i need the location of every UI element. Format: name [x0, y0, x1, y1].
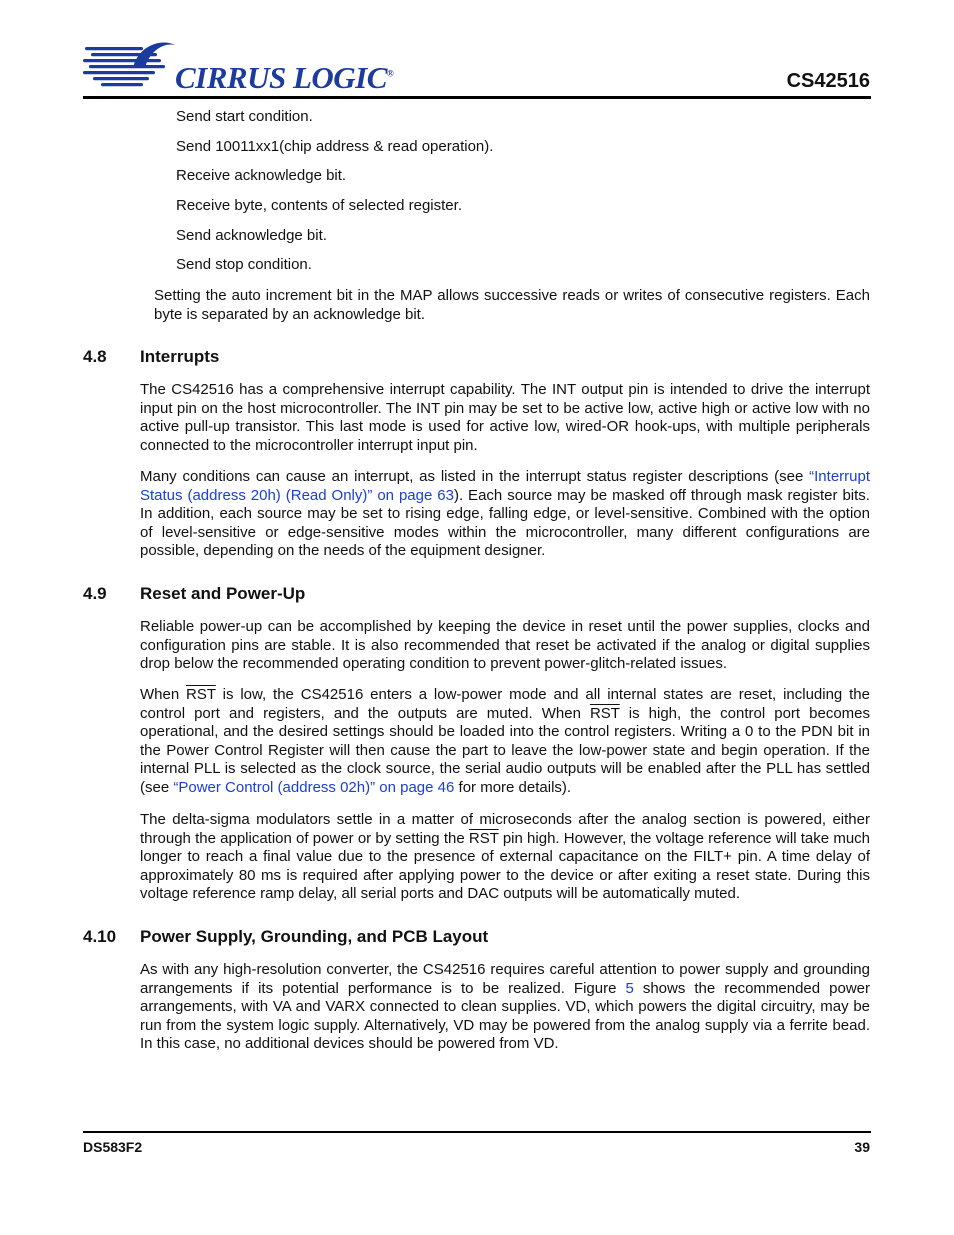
power-supply-paragraph: [140, 961, 870, 1054]
reset-p2-text-a: When: [140, 686, 187, 703]
reset-p3-text-a: The delta-sigma modulators settle in a matter of microseconds after the analog section is powered, either through the application of power or by setting the: [140, 811, 870, 847]
footer-rule: [83, 1131, 871, 1133]
section-4-10-number: 4.10: [83, 927, 117, 946]
reset-p2-text-d: for more details).: [454, 778, 572, 796]
section-4-8-number: 4.8: [83, 347, 107, 366]
rst-signal: $\overline{RST}$: [589, 704, 620, 722]
reset-paragraph-3: [140, 811, 870, 904]
logo-wordmark: CIRRUS LOGIC: [175, 60, 387, 95]
page-number: 39: [854, 1139, 870, 1155]
rst-signal: $\overline{RST}$: [468, 829, 499, 847]
section-4-10-title: Power Supply, Grounding, and PCB Layout: [140, 927, 489, 946]
part-number: CS42516: [786, 70, 870, 92]
power-control-link[interactable]: “Power Control (address 02h)” on page 46: [173, 778, 455, 796]
header-rule: [83, 96, 871, 99]
section-4-8-title: Interrupts: [140, 347, 220, 366]
auto-increment-note: Setting the auto increment bit in the MAP allows successive reads or writes of consecutive registers. Each byte is separated by an acknowledge bit.: [154, 287, 870, 323]
registered-mark: ®: [386, 68, 394, 79]
step-4: Receive byte, contents of selected register.: [176, 197, 462, 214]
interrupts-paragraph-1: The CS42516 has a comprehensive interrupt capability. The INT output pin is intended to drive the interrupt input pin on the host microcontroller. The INT pin may be set to be active low, active high or active low with no active pull-up transistor. This last mode is used for active low, wired-OR hook-ups, with multiple peripherals connected to the microcontroller interrupt input pin.: [140, 381, 870, 454]
reset-p2-text-c: is high, the control port becomes operational, and the desired settings should be loaded into the control registers. Writing a 0 to the PDN bit in the Power Control Register will then cause the part to leave the low-power state and begin operation. If the internal PLL is selected as the clock source, the serial audio outputs will be enabled after the PLL has settled (see: [140, 704, 870, 796]
reset-paragraph-2: [140, 686, 870, 798]
step-2: Send 10011xx1(chip address & read operation).: [176, 138, 494, 155]
step-5: Send acknowledge bit.: [176, 227, 327, 244]
rst-signal: $\overline{RST}$: [186, 686, 216, 703]
interrupts-p2-text-a: Many conditions can cause an interrupt, as listed in the interrupt status register descriptions (see: [140, 468, 810, 485]
reset-p2-text-b: is low, the CS42516 enters a low-power mode and all internal states are reset, including the control port and registers, and the outputs are muted. When: [140, 686, 870, 722]
step-3: Receive acknowledge bit.: [176, 167, 347, 184]
cirrus-logic-logo: [83, 38, 393, 100]
step-1: Send start condition.: [176, 108, 313, 125]
interrupts-paragraph-2: [140, 468, 870, 561]
reset-p3-text-b: pin high. However, the voltage reference will take much longer to reach a final value due to the presence of external capacitance on the FILT+ pin. A time delay of approximately 80 ms is required after applying power to the device or after exiting a reset state. During this voltage reference ramp delay, all serial ports and DAC outputs will be automatically muted.: [140, 829, 870, 903]
power-p1-text-a: As with any high-resolution converter, the CS42516 requires careful attention to power supply and grounding arrangements if its potential performance is to be realized. Figure: [140, 961, 870, 997]
section-4-9-title: Reset and Power-Up: [140, 584, 306, 603]
power-p1-text-b: shows the recommended power arrangements, with VA and VARX connected to clean supplies. VD, which powers the digital circuitry, may be run from the system logic supply. Alternatively, VD may be powered from the analog supply via a ferrite bead. In this case, no additional devices should be powered from VD.: [140, 979, 870, 1053]
document-id: DS583F2: [83, 1139, 143, 1155]
section-4-9-number: 4.9: [83, 584, 107, 603]
interrupts-p2-text-b: ). Each source may be masked off through mask register bits. In addition, each source may be set to rising edge, falling edge, or level-sensitive. Combined with the option of level-sensitive or edge-sensitive modes within the microcontroller, many different configurations are possible, depending on the needs of the equipment designer.: [140, 486, 870, 560]
step-6: Send stop condition.: [176, 256, 312, 273]
figure-5-link[interactable]: 5: [625, 979, 634, 997]
interrupt-status-link[interactable]: “Interrupt Status (address 20h) (Read Only)” on page 63: [140, 468, 870, 504]
reset-paragraph-1: Reliable power-up can be accomplished by keeping the device in reset until the power supplies, clocks and configuration pins are stable. It is also recommended that reset be activated if the analog or digital supplies drop below the recommended operating condition to prevent power-glitch-related issues.: [140, 618, 870, 673]
